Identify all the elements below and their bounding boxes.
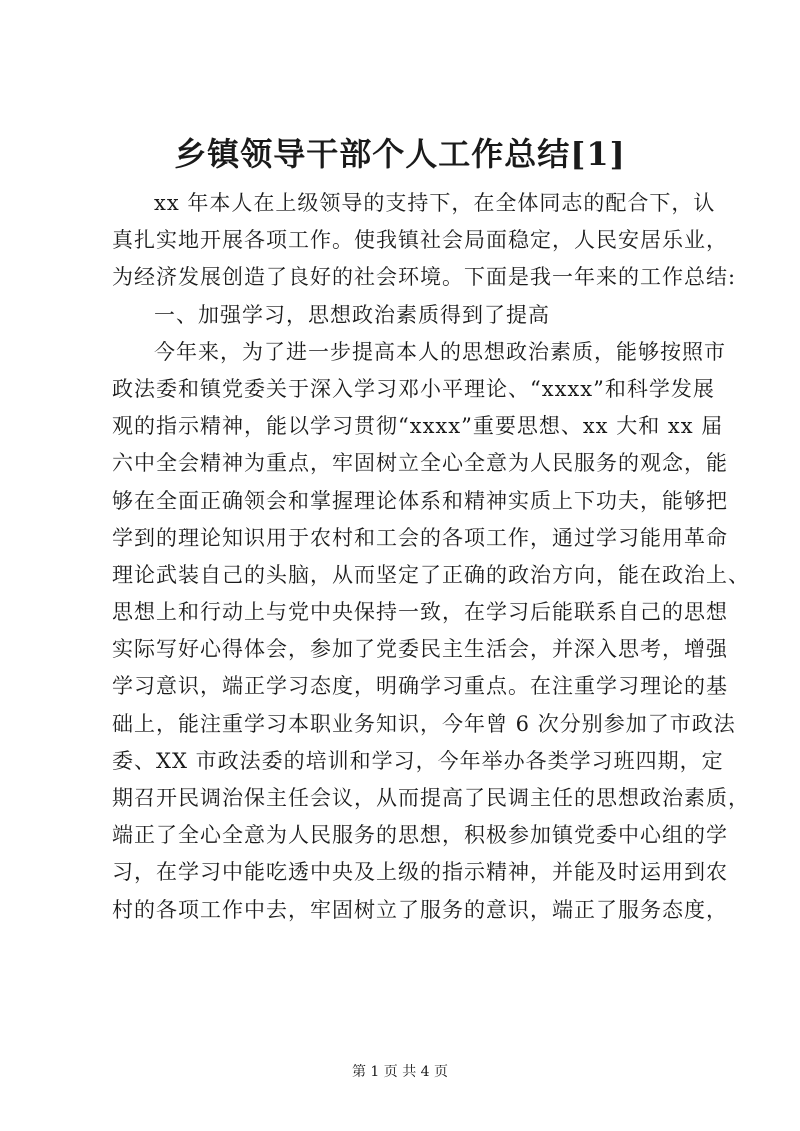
body-text-line: 六中全会精神为重点，牢固树立全心全意为人民服务的观念，能 — [112, 451, 728, 476]
body-text-line: 够在全面正确领会和掌握理论体系和精神实质上下功夫，能够把 — [112, 488, 728, 513]
body-text-line: 委、XX 市政法委的培训和学习，今年举办各类学习班四期，定 — [112, 748, 724, 773]
document-title: 乡镇领导干部个人工作总结[1] — [174, 135, 626, 173]
document-body — [112, 186, 750, 930]
body-text-line: 学到的理论知识用于农村和工会的各项工作，通过学习能用革命 — [112, 525, 728, 550]
body-text-line: 为经济发展创造了良好的社会环境。下面是我一年来的工作总结: — [112, 265, 737, 290]
body-text-line: 村的各项工作中去，牢固树立了服务的意识，端正了服务态度， — [112, 897, 728, 922]
body-text-line: xx 年本人在上级领导的支持下，在全体同志的配合下，认 — [154, 191, 716, 215]
body-text-line: 础上，能注重学习本职业务知识，今年曾 6 次分别参加了市政法 — [112, 711, 736, 736]
body-text-line: 习，在学习中能吃透中央及上级的指示精神，并能及时运用到农 — [112, 860, 728, 885]
body-text-line: 端正了全心全意为人民服务的思想，积极参加镇党委中心组的学 — [112, 823, 728, 848]
body-text-line: 一、加强学习，思想政治素质得到了提高 — [154, 302, 550, 327]
body-text-line: 观的指示精神，能以学习贯彻“xxxx”重要思想、xx 大和 xx 届 — [112, 414, 724, 439]
body-text-line: 真扎实地开展各项工作。使我镇社会局面稳定，人民安居乐业， — [112, 228, 728, 253]
body-text-line: 期召开民调治保主任会议，从而提高了民调主任的思想政治素质， — [112, 786, 750, 810]
body-text-line: 理论武装自己的头脑，从而坚定了正确的政治方向，能在政治上、 — [112, 562, 750, 587]
body-text-line: 实际写好心得体会，参加了党委民主生活会，并深入思考，增强 — [112, 637, 728, 662]
body-text-line: 政法委和镇党委关于深入学习邓小平理论、“xxxx”和科学发展 — [112, 376, 715, 401]
page-number-footer: 第 1 页 共 4 页 — [351, 1064, 449, 1080]
body-text-line: 思想上和行动上与党中央保持一致，在学习后能联系自己的思想 — [112, 600, 728, 625]
body-text-line: 今年来，为了进一步提高本人的思想政治素质，能够按照市 — [154, 339, 726, 364]
body-text-line: 学习意识，端正学习态度，明确学习重点。在注重学习理论的基 — [112, 674, 728, 699]
